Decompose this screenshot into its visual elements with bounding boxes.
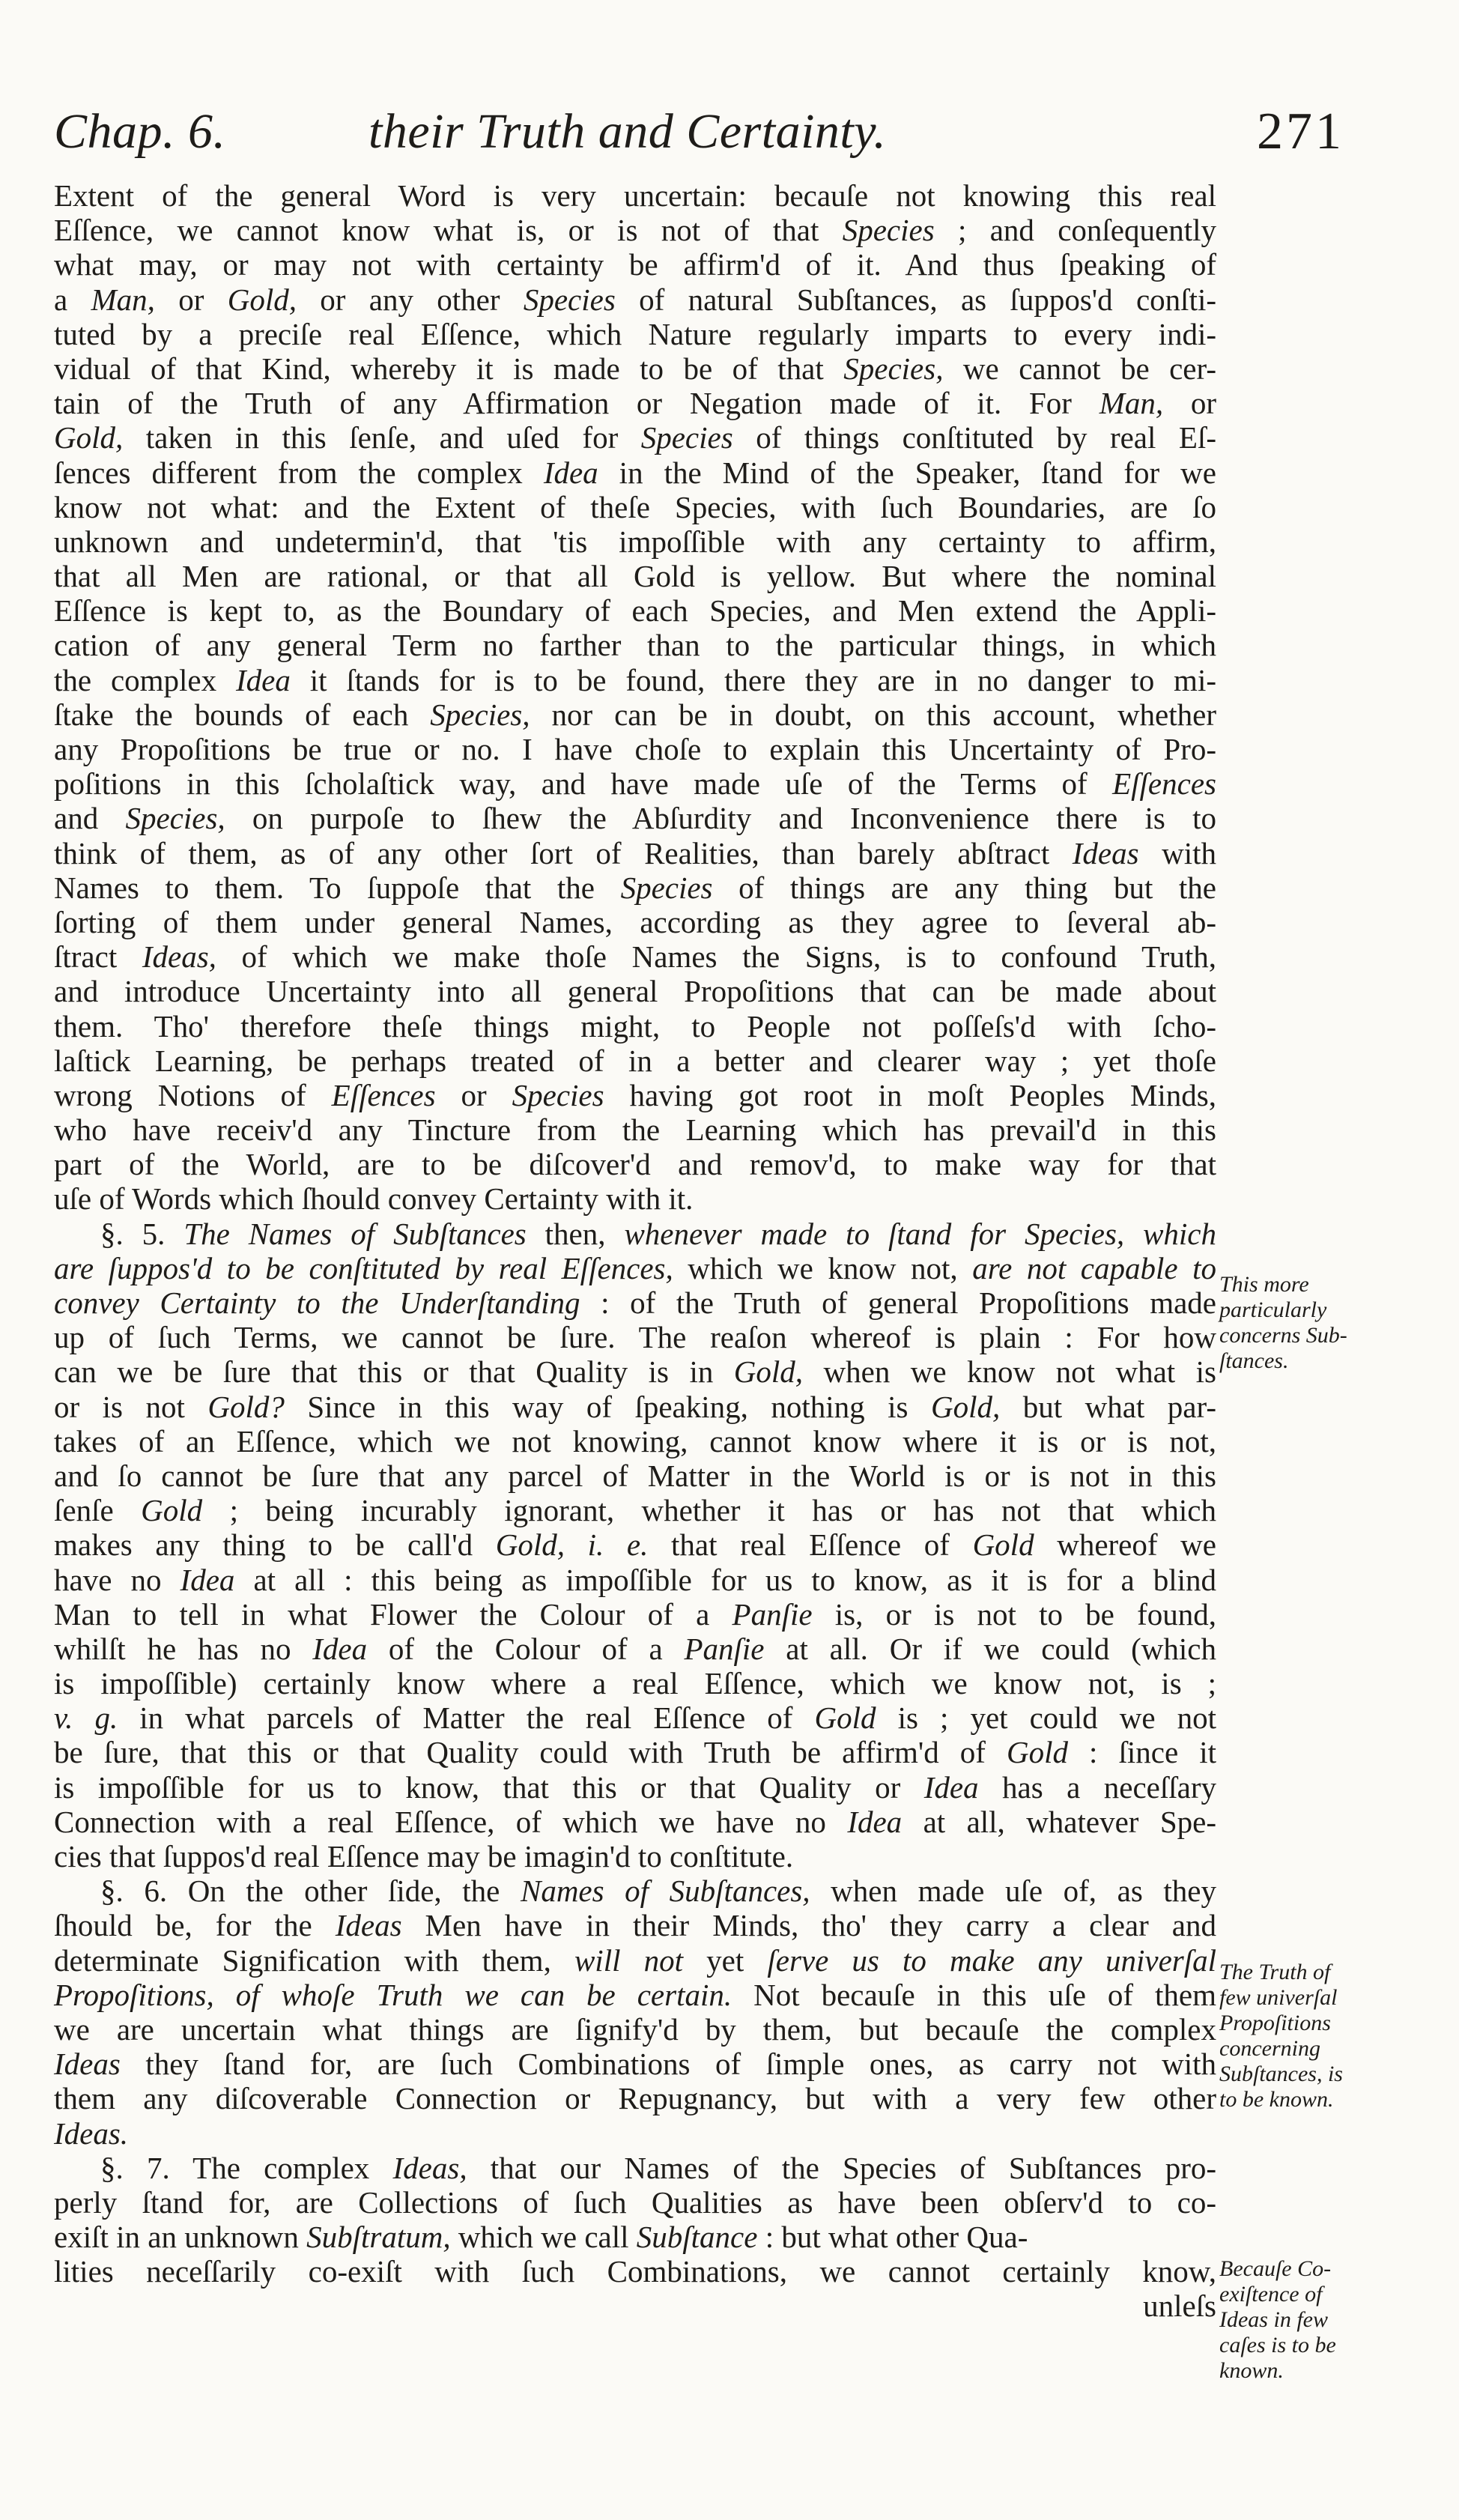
text-run: what may, or may not with certainty be affirm'd of it. And thus ſpeaking of: [54, 247, 1216, 282]
italic-phrase: Idea: [236, 662, 291, 697]
text-run: uſe of Words which ſhould convey Certainty with it.: [54, 1181, 694, 1217]
text-line: [54, 2081, 1216, 2115]
text-run: and introduce Uncertainty into all general Propoſitions that can be made about: [54, 974, 1216, 1009]
text-line: [54, 1390, 1216, 1424]
text-line: [54, 1666, 1216, 1700]
text-run: part of the World, are to be diſcover'd and remov'd, to make way for that: [54, 1147, 1216, 1182]
italic-phrase: Idea: [543, 455, 598, 490]
text-run: determinate Signification with them,: [54, 1942, 574, 1978]
text-line: [54, 1805, 1216, 1839]
side-note-line: Propoſitions: [1219, 2011, 1331, 2035]
text-line: [54, 1217, 1216, 1251]
italic-phrase: Gold,: [733, 1354, 804, 1390]
text-line: [54, 974, 1216, 1008]
side-note-line: This more: [1219, 1272, 1309, 1297]
text-run: having got root in moſt Peoples Minds,: [604, 1077, 1216, 1112]
text-line: [54, 1597, 1216, 1632]
text-run: that our Names of the Species of Subſtances pro-: [467, 2150, 1217, 2185]
italic-phrase: Gold: [972, 1527, 1034, 1563]
side-note-line: caſes is to be: [1219, 2333, 1336, 2357]
italic-phrase: Species: [640, 420, 733, 455]
italic-phrase: Man,: [1099, 386, 1164, 421]
text-line: [54, 732, 1216, 766]
running-title: their Truth and Certainty.: [368, 104, 887, 159]
italic-phrase: Species,: [843, 351, 944, 386]
text-line: [54, 1563, 1216, 1597]
text-run: tain of the Truth of any Affirmation or Negation made of it. For: [54, 386, 1099, 421]
text-line: [54, 1251, 1216, 1285]
text-line: [54, 1978, 1216, 2012]
italic-phrase: Species: [842, 213, 935, 248]
italic-phrase: Gold, i. e.: [495, 1527, 649, 1563]
text-line: [54, 1078, 1216, 1112]
italic-phrase: Gold: [1006, 1735, 1068, 1770]
text-run: yet: [683, 1942, 768, 1978]
italic-phrase: Gold,: [227, 282, 297, 317]
italic-phrase: Species,: [125, 801, 225, 836]
italic-phrase: Ideas: [1072, 835, 1139, 870]
text-run: of things conſtituted by real Eſ-: [732, 420, 1216, 455]
text-line: [54, 1112, 1216, 1147]
side-note-line: few univerſal: [1219, 1985, 1338, 2010]
text-run: that all Men are rational, or that all Gold is yellow. But where the nominal: [54, 559, 1216, 594]
italic-phrase: Panſie: [684, 1631, 765, 1666]
text-line: [54, 663, 1216, 697]
text-line: [54, 1044, 1216, 1078]
text-run: Since in this way of ſpeaking, nothing is: [284, 1389, 931, 1424]
body-text: [54, 178, 1216, 2324]
text-line: [54, 490, 1216, 524]
text-run: of things are any thing but the: [712, 870, 1217, 905]
catchword: unleſs: [1143, 2289, 1216, 2324]
text-line: [54, 559, 1216, 593]
italic-phrase: Ideas: [54, 2047, 121, 2082]
text-run: when made uſe of, as they: [810, 1874, 1216, 1909]
text-run: §. 5.: [100, 1216, 184, 1251]
text-run: exiſt in an unknown: [54, 2220, 307, 2255]
text-run: Connection with a real Eſſence, of which we have no: [54, 1804, 848, 1839]
text-run: in what parcels of Matter the real Eſſence of: [118, 1700, 815, 1736]
text-run: §. 6. On the other ſide, the: [100, 1874, 521, 1909]
italic-phrase: whenever made to ſtand for Species, which: [624, 1216, 1217, 1251]
text-line: [54, 247, 1216, 282]
italic-phrase: Panſie: [732, 1596, 813, 1632]
italic-phrase: The Names of Subſtances: [183, 1216, 527, 1251]
text-run: which we call: [450, 2220, 637, 2255]
text-line: [54, 905, 1216, 939]
italic-phrase: are ſuppos'd to be conſtituted by real Eſſences,: [54, 1250, 673, 1285]
text-run: perly ſtand for, are Collections of ſuch Qualities as have been obſerv'd to co-: [54, 2184, 1216, 2220]
text-run: ſtake the bounds of each: [54, 697, 431, 732]
text-run: Man to tell in what Flower the Colour of a: [54, 1596, 732, 1632]
text-line: [54, 1354, 1216, 1389]
text-run: a: [54, 282, 91, 317]
italic-phrase: Idea: [180, 1562, 235, 1597]
text-run: vidual of that Kind, whereby it is made to be of that: [54, 351, 844, 386]
text-line: [54, 1320, 1216, 1354]
text-line: [54, 766, 1216, 801]
side-note-line: Ideas in few: [1219, 2307, 1328, 2332]
italic-phrase: Idea: [847, 1804, 903, 1839]
text-run: makes any thing to be call'd: [54, 1527, 496, 1563]
text-run: then,: [526, 1216, 625, 1251]
text-line: [54, 1943, 1216, 1978]
italic-phrase: convey Certainty to the Underſtanding: [54, 1285, 580, 1320]
text-run: Eſſence is kept to, as the Boundary of each Species, and Men extend the Appli-: [54, 593, 1216, 629]
text-line: [54, 1147, 1216, 1181]
text-run: or: [435, 1077, 512, 1112]
text-run: and: [54, 801, 126, 836]
text-line: [54, 1874, 1216, 1908]
italic-phrase: Species: [523, 282, 616, 317]
text-line: [54, 939, 1216, 974]
italic-phrase: Species,: [430, 697, 530, 732]
italic-phrase: Gold: [141, 1493, 203, 1528]
text-run: and ſo cannot be ſure that any parcel of Matter in the World is or is not in this: [54, 1458, 1216, 1493]
text-run: is, or is not to be found,: [812, 1596, 1216, 1632]
text-run: with: [1138, 835, 1216, 870]
text-run: Men have in their Minds, tho' they carry a clear and: [401, 1908, 1216, 1943]
text-run: think of them, as of any other ſort of Realities, than barely abſtract: [54, 835, 1073, 870]
text-line: [54, 1493, 1216, 1527]
italic-phrase: Eſſences: [331, 1077, 436, 1112]
text-run: we are uncertain what things are ſignify'd by them, but becauſe the complex: [54, 2011, 1216, 2047]
text-line: [54, 2012, 1216, 2047]
side-note-line: ſtances.: [1219, 1348, 1289, 1373]
italic-phrase: Species: [512, 1077, 604, 1112]
chapter-label: Chap. 6.: [54, 104, 226, 159]
side-note-line: particularly: [1219, 1297, 1327, 1322]
side-note-line: to be known.: [1219, 2087, 1334, 2112]
text-run: who have receiv'd any Tincture from the Learning which has prevail'd in this: [54, 1112, 1216, 1148]
italic-phrase: Ideas: [335, 1908, 402, 1943]
text-run: has a neceſſary: [978, 1769, 1216, 1805]
side-note-line: Becauſe Co-: [1219, 2256, 1332, 2281]
text-run: poſitions in this ſcholaſtick way, and have made uſe of the Terms of: [54, 766, 1113, 802]
text-line: [54, 801, 1216, 835]
italic-phrase: Gold,: [54, 420, 124, 455]
text-line: [54, 524, 1216, 559]
side-note-line: concerning: [1219, 2036, 1320, 2061]
italic-phrase: Subſtance: [636, 2220, 758, 2255]
text-line: [54, 1770, 1216, 1805]
text-run: them any diſcoverable Connection or Repugnancy, but with a very few other: [54, 2081, 1216, 2116]
text-line: [54, 836, 1216, 870]
text-run: they ſtand for, are ſuch Combinations of ſimple ones, as carry not with: [120, 2047, 1216, 2082]
text-line: [54, 2151, 1216, 2185]
text-run: nor can be in doubt, on this account, whether: [530, 697, 1216, 732]
text-line: [54, 1700, 1216, 1735]
text-line: [54, 1459, 1216, 1493]
text-line: [54, 1735, 1216, 1769]
text-line: [54, 2047, 1216, 2081]
text-run: : but what other Qua-: [757, 2220, 1028, 2255]
text-run: lities neceſſarily co-exiſt with ſuch Combinations, we cannot certainly know,: [54, 2254, 1216, 2289]
text-line: [54, 1839, 1216, 1874]
text-run: Not becauſe in this uſe of them: [732, 1977, 1216, 2012]
text-line: [54, 317, 1216, 351]
text-run: we cannot be cer-: [943, 351, 1216, 386]
italic-phrase: are not capable to: [972, 1250, 1216, 1285]
text-run: any Propoſitions be true or no. I have choſe to explain this Uncertainty of Pro-: [54, 732, 1216, 766]
page-number: 271: [1257, 103, 1344, 160]
text-run: of which we make thoſe Names the Signs, is to confound Truth,: [216, 939, 1216, 975]
text-run: ; being incurably ignorant, whether it has or has not that which: [202, 1493, 1216, 1528]
text-run: wrong Notions of: [54, 1077, 332, 1112]
text-line: [54, 628, 1216, 662]
text-run: or any other: [296, 282, 524, 317]
italic-phrase: Ideas.: [54, 2115, 129, 2151]
text-line: [54, 2254, 1216, 2289]
text-line: [54, 1632, 1216, 1666]
text-run: them. Tho' therefore theſe things might, to People not poſſeſs'd with ſcho-: [54, 1008, 1216, 1044]
side-note-line: exiſtence of: [1219, 2282, 1323, 2307]
text-line: [54, 697, 1216, 732]
text-run: at all, whatever Spe-: [902, 1804, 1217, 1839]
text-run: up of ſuch Terms, we cannot be ſure. The reaſon whereof is plain : For how: [54, 1320, 1216, 1355]
italic-phrase: will not: [574, 1942, 683, 1978]
text-line: [54, 386, 1216, 420]
side-note-line: concerns Sub-: [1219, 1323, 1347, 1348]
text-run: have no: [54, 1562, 181, 1597]
side-note-line: The Truth of: [1219, 1960, 1331, 1984]
italic-phrase: Ideas,: [142, 939, 216, 975]
text-run: laſtick Learning, be perhaps treated of in a better and clearer way ; yet thoſe: [54, 1043, 1216, 1078]
text-line: [54, 2116, 1216, 2151]
text-run: cies that ſuppos'd real Eſſence may be imagin'd to conſtitute.: [54, 1839, 794, 1874]
text-line: [54, 870, 1216, 905]
text-line: [54, 1908, 1216, 1942]
italic-phrase: Idea: [312, 1631, 368, 1666]
text-run: is ; yet could we not: [876, 1700, 1216, 1736]
italic-phrase: Species: [620, 870, 713, 905]
text-run: know not what: and the Extent of theſe Species, with ſuch Boundaries, are ſo: [54, 489, 1216, 524]
text-run: Names to them. To ſuppoſe that the: [54, 870, 621, 905]
italic-phrase: Names of Subſtances,: [520, 1874, 810, 1909]
text-run: be ſure, that this or that Quality could with Truth be affirm'd of: [54, 1735, 1007, 1770]
side-note: [1219, 1272, 1444, 1374]
text-line: [54, 593, 1216, 628]
text-run: or is not: [54, 1389, 208, 1424]
italic-phrase: Ideas,: [392, 2150, 467, 2185]
text-run: unknown and undetermin'd, that 'tis impoſſible with any certainty to affirm,: [54, 524, 1216, 559]
text-run: taken in this ſenſe, and uſed for: [123, 420, 641, 455]
italic-phrase: ſerve us to make any univerſal: [767, 1942, 1217, 1978]
text-line: [54, 1424, 1216, 1459]
text-run: whereof we: [1034, 1527, 1216, 1563]
text-run: is impoſſible for us to know, that this or that Quality or: [54, 1769, 924, 1805]
text-run: at all : this being as impoſſible for us to know, as it is for a blind: [234, 1562, 1216, 1597]
text-run: of natural Subſtances, as ſuppos'd conſti-: [615, 282, 1217, 317]
text-run: it ſtands for is to be found, there they are in no danger to mi-: [290, 662, 1216, 697]
text-run: or: [1163, 386, 1216, 421]
text-line: [54, 1181, 1216, 1216]
text-run: the complex: [54, 662, 236, 697]
text-run: ſtract: [54, 939, 142, 975]
text-line: [54, 178, 1216, 213]
text-run: when we know not what is: [803, 1354, 1216, 1390]
text-run: in the Mind of the Speaker, ſtand for we: [598, 455, 1216, 490]
side-note: [1219, 1960, 1444, 2112]
text-line: [54, 2185, 1216, 2220]
text-line: [54, 351, 1216, 386]
italic-phrase: Gold,: [931, 1389, 1001, 1424]
side-note-line: Subſtances, is: [1219, 2062, 1343, 2086]
text-run: of the Colour of a: [367, 1631, 685, 1666]
text-line: [54, 455, 1216, 490]
italic-phrase: Gold: [814, 1700, 876, 1736]
text-run: takes of an Eſſence, which we not knowing, cannot know where it is or is not,: [54, 1423, 1216, 1459]
text-line: [54, 1009, 1216, 1044]
italic-phrase: Subſtratum,: [306, 2220, 451, 2255]
text-run: or: [154, 282, 228, 317]
italic-phrase: Man,: [91, 282, 155, 317]
text-run: is impoſſible) certainly know where a real Eſſence, which we know not, is ;: [54, 1666, 1216, 1701]
italic-phrase: v. g.: [54, 1700, 118, 1736]
italic-phrase: Propoſitions, of whoſe Truth we can be certain.: [54, 1977, 732, 2012]
text-run: ſorting of them under general Names, according as they agree to ſeveral ab-: [54, 904, 1216, 939]
text-run: ſences different from the complex: [54, 455, 544, 490]
italic-phrase: Gold?: [207, 1389, 285, 1424]
text-run: : of the Truth of general Propoſitions made: [580, 1285, 1217, 1320]
side-note: [1219, 2256, 1444, 2384]
side-note-line: known.: [1219, 2358, 1284, 2383]
text-run: that real Eſſence of: [648, 1527, 973, 1563]
text-line: [54, 1527, 1216, 1562]
text-run: ; and conſequently: [934, 213, 1216, 248]
text-run: tuted by a preciſe real Eſſence, which Nature regularly imparts to every indi-: [54, 316, 1216, 351]
text-run: Extent of the general Word is very uncertain: becauſe not knowing this real: [54, 178, 1216, 213]
text-run: at all. Or if we could (which: [764, 1631, 1217, 1666]
text-line: [54, 2220, 1216, 2254]
text-run: cation of any general Term no farther than to the particular things, in which: [54, 628, 1216, 663]
text-run: ſenſe: [54, 1493, 142, 1528]
text-run: : ſince it: [1067, 1735, 1216, 1770]
text-line: [54, 420, 1216, 455]
text-run: on purpoſe to ſhew the Abſurdity and Inconvenience there is to: [225, 801, 1216, 836]
text-line: [54, 213, 1216, 247]
text-run: but what par-: [1000, 1389, 1216, 1424]
text-line: [54, 1285, 1216, 1320]
text-run: can we be ſure that this or that Quality is in: [54, 1354, 734, 1390]
italic-phrase: Eſſences: [1112, 766, 1216, 802]
text-run: §. 7. The complex: [100, 2150, 393, 2185]
text-run: whilſt he has no: [54, 1631, 313, 1666]
text-run: ſhould be, for the: [54, 1908, 336, 1943]
text-line: [54, 282, 1216, 317]
text-run: Eſſence, we cannot know what is, or is not of that: [54, 213, 843, 248]
italic-phrase: Idea: [923, 1769, 979, 1805]
text-run: which we know not,: [673, 1250, 973, 1285]
